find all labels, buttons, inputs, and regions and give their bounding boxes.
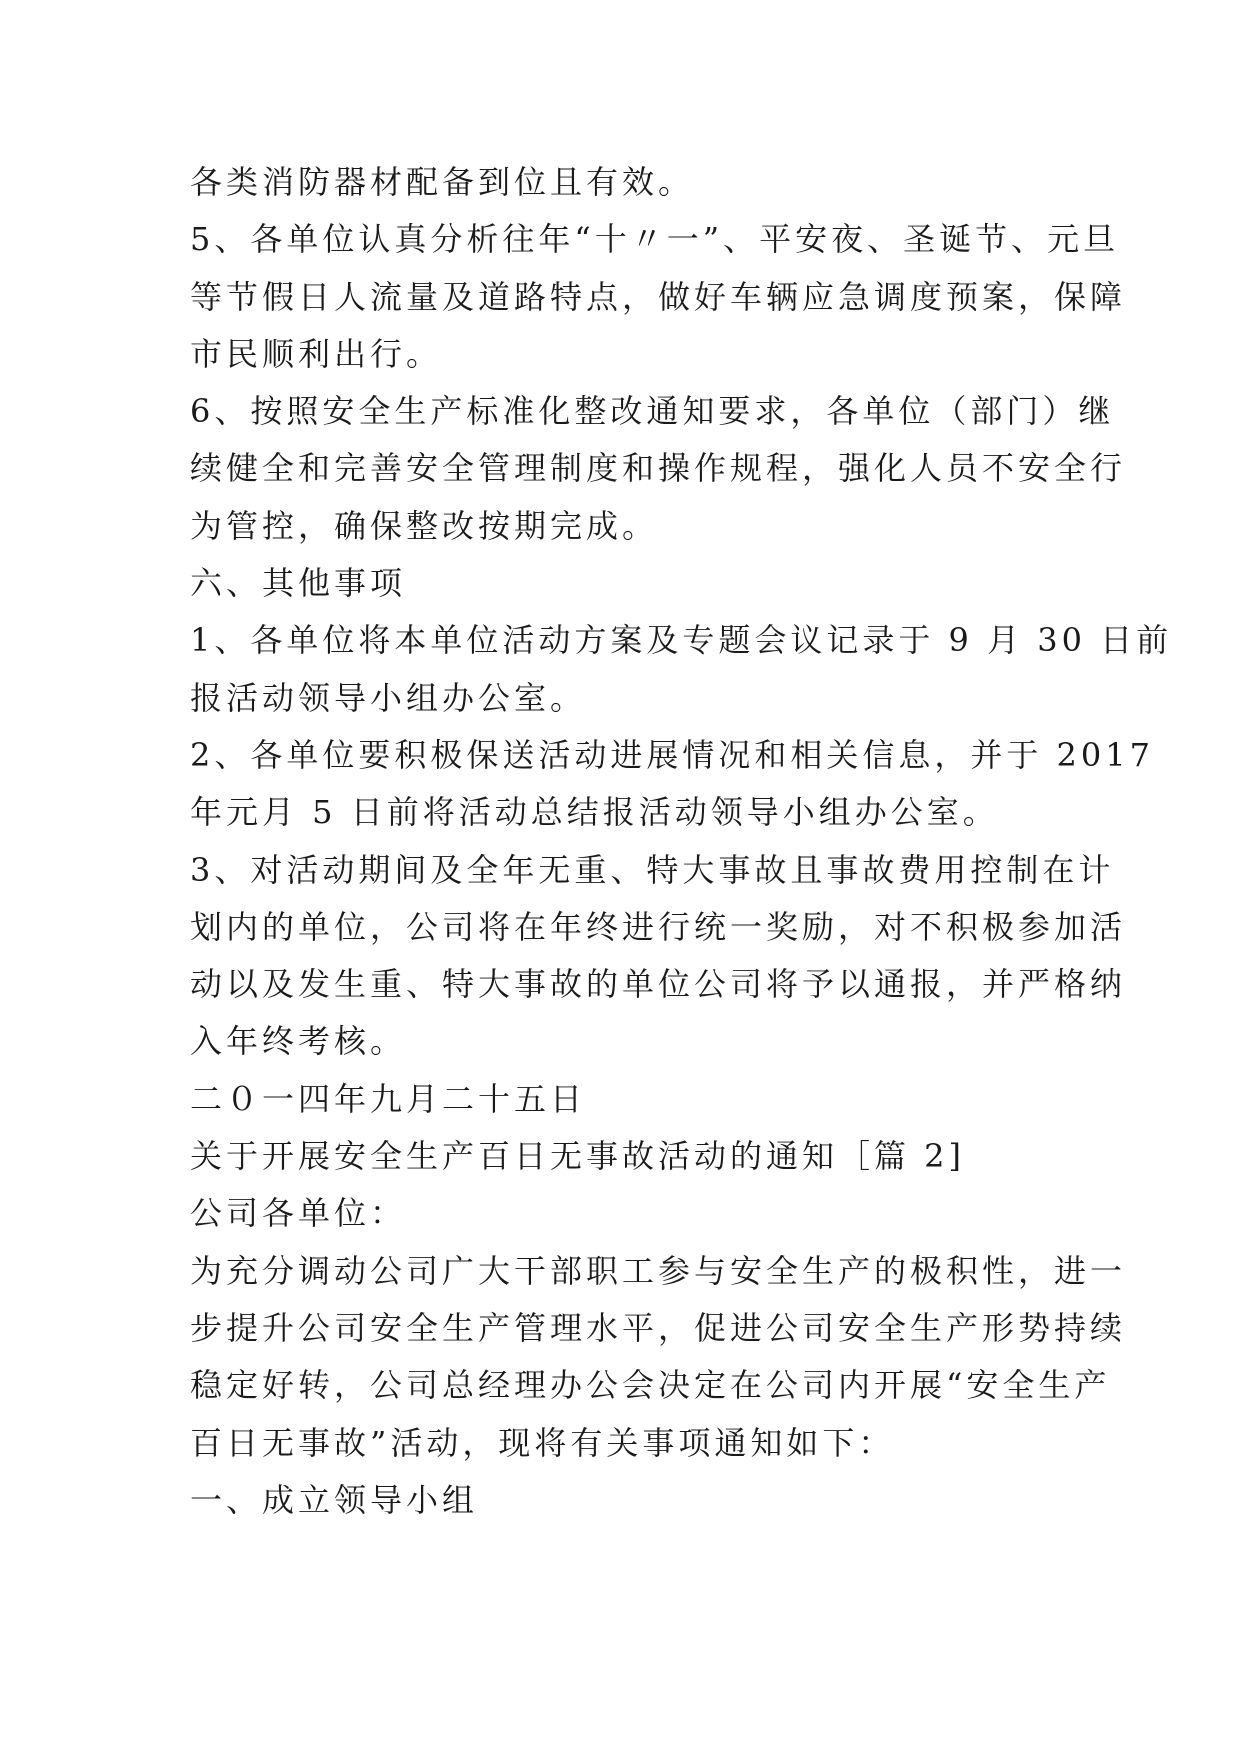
text-line: 年元月 5 日前将活动总结报活动领导小组办公室。 bbox=[190, 793, 999, 832]
text-line: 为充分调动公司广大干部职工参与安全生产的极积性，进一 bbox=[190, 1251, 1127, 1290]
text-line: 报活动领导小组办公室。 bbox=[190, 678, 587, 717]
text-line: 划内的单位，公司将在年终进行统一奖励，对不积极参加活 bbox=[190, 907, 1127, 946]
section-heading: 一、成立领导小组 bbox=[190, 1480, 479, 1519]
text-line: 市民顺利出行。 bbox=[190, 334, 443, 373]
text-line: 步提升公司安全生产管理水平，促进公司安全生产形势持续 bbox=[190, 1308, 1127, 1347]
text-line: 2、各单位要积极保送活动进展情况和相关信息，并于 2017 bbox=[190, 735, 1154, 774]
text-line: 等节假日人流量及道路特点，做好车辆应急调度预案，保障 bbox=[190, 277, 1127, 316]
text-line: 入年终考核。 bbox=[190, 1022, 407, 1061]
text-line: 为管控，确保整改按期完成。 bbox=[190, 506, 659, 545]
document-body bbox=[190, 154, 1173, 1529]
text-line: 稳定好转，公司总经理办公会决定在公司内开展“安全生产 bbox=[190, 1366, 1111, 1405]
text-line: 5、各单位认真分析往年“十〃一”、平安夜、圣诞节、元旦 bbox=[190, 220, 1120, 259]
text-line: 百日无事故”活动，现将有关事项通知如下： bbox=[190, 1423, 895, 1462]
text-line: 1、各单位将本单位活动方案及专题会议记录于 9 月 30 日前 bbox=[190, 621, 1173, 660]
text-line: 各类消防器材配备到位且有效。 bbox=[190, 163, 695, 201]
salutation: 公司各单位： bbox=[190, 1194, 407, 1233]
text-line: 动以及发生重、特大事故的单位公司将予以通报，并严格纳 bbox=[190, 965, 1127, 1004]
document-title: 关于开展安全生产百日无事故活动的通知［篇 2] bbox=[190, 1137, 966, 1176]
text-line: 6、按照安全生产标准化整改通知要求，各单位（部门）继 bbox=[190, 392, 1115, 431]
text-line: 续健全和完善安全管理制度和操作规程，强化人员不安全行 bbox=[190, 449, 1127, 488]
date-line: 二０一四年九月二十五日 bbox=[190, 1079, 587, 1118]
text-line: 3、对活动期间及全年无重、特大事故且事故费用控制在计 bbox=[190, 850, 1115, 889]
section-heading: 六、其他事项 bbox=[190, 564, 407, 603]
